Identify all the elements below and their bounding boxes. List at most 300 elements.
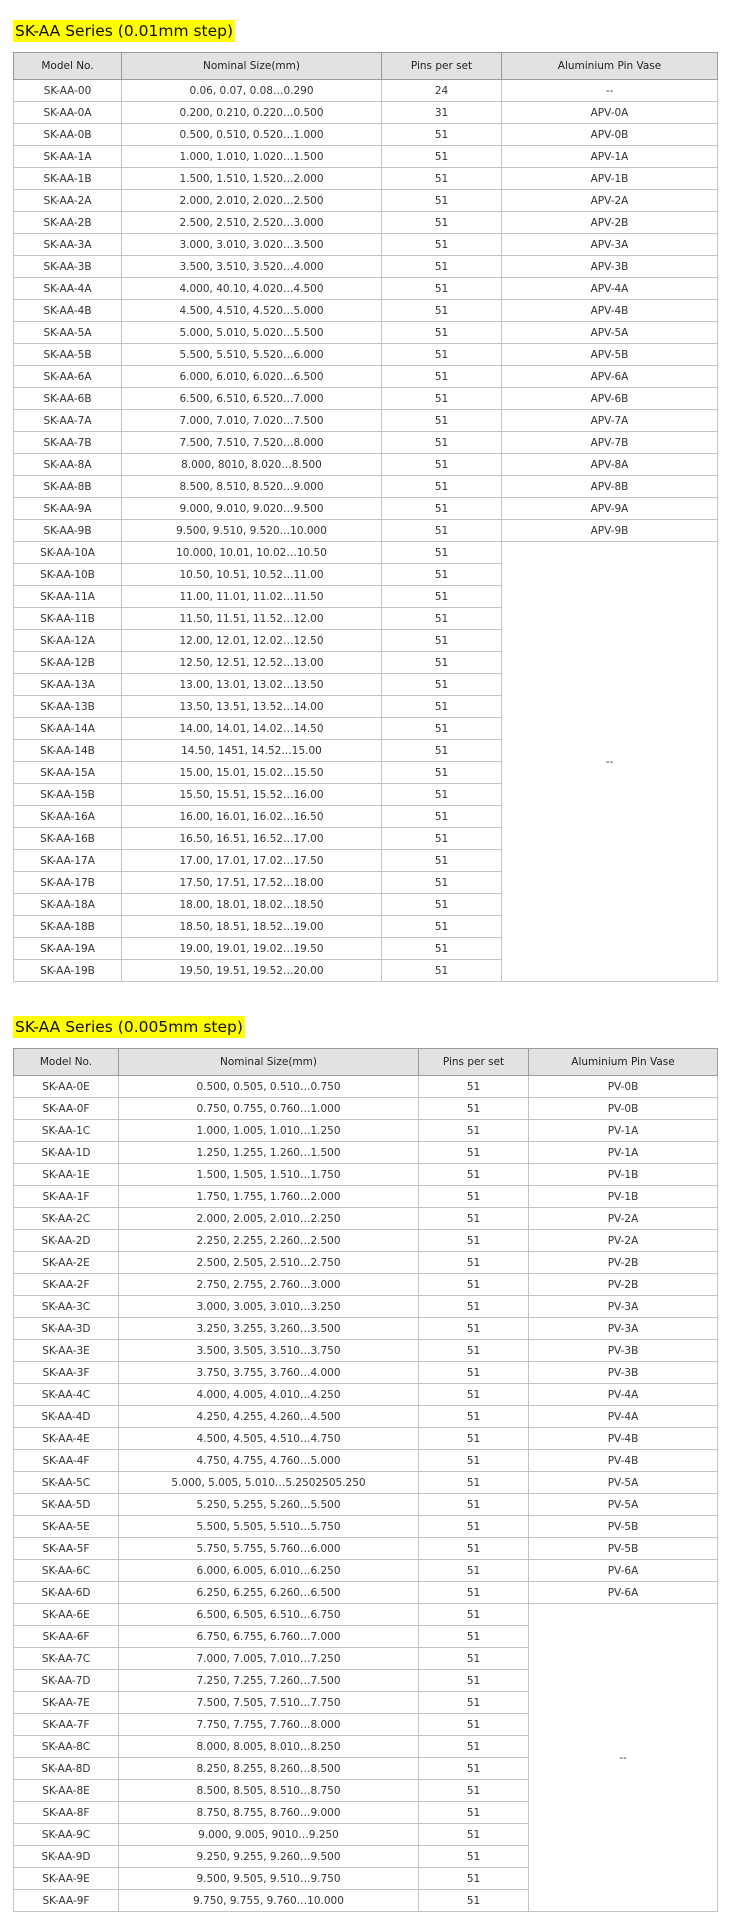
pin-vase-cell: APV-1A xyxy=(502,146,718,168)
model-no-cell: SK-AA-6A xyxy=(14,366,122,388)
pins-per-set-cell: 51 xyxy=(382,410,502,432)
nominal-size-cell: 7.500, 7.505, 7.510…7.750 xyxy=(119,1692,419,1714)
pins-per-set-cell: 51 xyxy=(419,1230,529,1252)
table-row xyxy=(14,498,718,520)
pin-vase-cell: APV-1B xyxy=(502,168,718,190)
pins-per-set-cell: 51 xyxy=(382,652,502,674)
nominal-size-cell: 7.000, 7.010, 7.020…7.500 xyxy=(122,410,382,432)
pins-per-set-cell: 51 xyxy=(382,256,502,278)
model-no-cell: SK-AA-5F xyxy=(14,1538,119,1560)
pin-vase-cell: APV-2A xyxy=(502,190,718,212)
model-no-cell: SK-AA-13A xyxy=(14,674,122,696)
pin-vase-cell: APV-7B xyxy=(502,432,718,454)
nominal-size-cell: 5.500, 5.505, 5.510…5.750 xyxy=(119,1516,419,1538)
pin-vase-cell: APV-9B xyxy=(502,520,718,542)
pins-per-set-cell: 51 xyxy=(382,344,502,366)
nominal-size-cell: 7.250, 7.255, 7.260…7.500 xyxy=(119,1670,419,1692)
nominal-size-cell: 3.500, 3.510, 3.520…4.000 xyxy=(122,256,382,278)
model-no-cell: SK-AA-8F xyxy=(14,1802,119,1824)
pins-per-set-cell: 51 xyxy=(419,1120,529,1142)
table-row xyxy=(14,454,718,476)
model-no-cell: SK-AA-11A xyxy=(14,586,122,608)
table-row xyxy=(14,1142,718,1164)
model-no-cell: SK-AA-3C xyxy=(14,1296,119,1318)
table-header-row xyxy=(14,1049,718,1076)
model-no-cell: SK-AA-1C xyxy=(14,1120,119,1142)
pin-vase-cell: APV-5B xyxy=(502,344,718,366)
pins-per-set-cell: 51 xyxy=(419,1142,529,1164)
table-row xyxy=(14,1472,718,1494)
pins-per-set-cell: 51 xyxy=(382,520,502,542)
nominal-size-cell: 6.250, 6.255, 6.260…6.500 xyxy=(119,1582,419,1604)
nominal-size-cell: 13.00, 13.01, 13.02…13.50 xyxy=(122,674,382,696)
nominal-size-cell: 3.000, 3.005, 3.010…3.250 xyxy=(119,1296,419,1318)
nominal-size-cell: 2.000, 2.005, 2.010…2.250 xyxy=(119,1208,419,1230)
pins-per-set-cell: 51 xyxy=(419,1560,529,1582)
pins-per-set-cell: 51 xyxy=(382,872,502,894)
pins-per-set-cell: 51 xyxy=(419,1076,529,1098)
pins-per-set-cell: 51 xyxy=(382,498,502,520)
nominal-size-cell: 14.00, 14.01, 14.02…14.50 xyxy=(122,718,382,740)
nominal-size-cell: 0.200, 0.210, 0.220…0.500 xyxy=(122,102,382,124)
pin-vase-cell: PV-3A xyxy=(529,1296,718,1318)
model-no-cell: SK-AA-9A xyxy=(14,498,122,520)
pin-vase-cell: PV-4B xyxy=(529,1450,718,1472)
pin-vase-cell: APV-6B xyxy=(502,388,718,410)
pins-per-set-cell: 51 xyxy=(419,1450,529,1472)
pin-vase-cell: PV-2A xyxy=(529,1230,718,1252)
table-row xyxy=(14,80,718,102)
header-pins-per-set: Pins per set xyxy=(419,1049,529,1076)
table-row xyxy=(14,102,718,124)
model-no-cell: SK-AA-8D xyxy=(14,1758,119,1780)
nominal-size-cell: 17.00, 17.01, 17.02…17.50 xyxy=(122,850,382,872)
model-no-cell: SK-AA-9B xyxy=(14,520,122,542)
pin-vase-cell: PV-5B xyxy=(529,1516,718,1538)
nominal-size-cell: 19.50, 19.51, 19.52…20.00 xyxy=(122,960,382,982)
pins-per-set-cell: 51 xyxy=(382,322,502,344)
nominal-size-cell: 4.000, 4.005, 4.010…4.250 xyxy=(119,1384,419,1406)
pin-vase-cell: PV-3B xyxy=(529,1340,718,1362)
model-no-cell: SK-AA-9D xyxy=(14,1846,119,1868)
header-model-no: Model No. xyxy=(14,53,122,80)
pins-per-set-cell: 51 xyxy=(419,1428,529,1450)
nominal-size-cell: 6.000, 6.005, 6.010…6.250 xyxy=(119,1560,419,1582)
model-no-cell: SK-AA-19A xyxy=(14,938,122,960)
pins-per-set-cell: 51 xyxy=(382,828,502,850)
model-no-cell: SK-AA-11B xyxy=(14,608,122,630)
model-no-cell: SK-AA-12A xyxy=(14,630,122,652)
model-no-cell: SK-AA-6B xyxy=(14,388,122,410)
nominal-size-cell: 9.250, 9.255, 9.260…9.500 xyxy=(119,1846,419,1868)
nominal-size-cell: 8.250, 8.255, 8.260…8.500 xyxy=(119,1758,419,1780)
pin-vase-cell: PV-5A xyxy=(529,1494,718,1516)
table-row xyxy=(14,1296,718,1318)
nominal-size-cell: 9.000, 9.005, 9010…9.250 xyxy=(119,1824,419,1846)
table-row xyxy=(14,1340,718,1362)
table-header-row xyxy=(14,53,718,80)
model-no-cell: SK-AA-3E xyxy=(14,1340,119,1362)
pins-per-set-cell: 51 xyxy=(419,1780,529,1802)
table-row xyxy=(14,190,718,212)
pins-per-set-cell: 51 xyxy=(382,586,502,608)
pins-per-set-cell: 51 xyxy=(382,784,502,806)
table-row xyxy=(14,168,718,190)
pin-vase-cell: PV-3B xyxy=(529,1362,718,1384)
model-no-cell: SK-AA-17A xyxy=(14,850,122,872)
pin-vase-cell: APV-9A xyxy=(502,498,718,520)
model-no-cell: SK-AA-14B xyxy=(14,740,122,762)
nominal-size-cell: 15.50, 15.51, 15.52…16.00 xyxy=(122,784,382,806)
nominal-size-cell: 4.250, 4.255, 4.260…4.500 xyxy=(119,1406,419,1428)
pin-vase-cell: APV-7A xyxy=(502,410,718,432)
pins-per-set-cell: 51 xyxy=(419,1252,529,1274)
pin-vase-cell: APV-4A xyxy=(502,278,718,300)
merged-vase-cell-0.005mm: -- xyxy=(529,1604,718,1912)
nominal-size-cell: 7.750, 7.755, 7.760…8.000 xyxy=(119,1714,419,1736)
nominal-size-cell: 0.500, 0.510, 0.520…1.000 xyxy=(122,124,382,146)
nominal-size-cell: 14.50, 1451, 14.52…15.00 xyxy=(122,740,382,762)
nominal-size-cell: 8.500, 8.510, 8.520…9.000 xyxy=(122,476,382,498)
model-no-cell: SK-AA-15A xyxy=(14,762,122,784)
model-no-cell: SK-AA-3A xyxy=(14,234,122,256)
model-no-cell: SK-AA-5B xyxy=(14,344,122,366)
nominal-size-cell: 12.00, 12.01, 12.02…12.50 xyxy=(122,630,382,652)
model-no-cell: SK-AA-0F xyxy=(14,1098,119,1120)
pins-per-set-cell: 51 xyxy=(419,1406,529,1428)
nominal-size-cell: 9.500, 9.505, 9.510…9.750 xyxy=(119,1868,419,1890)
pins-per-set-cell: 51 xyxy=(419,1516,529,1538)
pins-per-set-cell: 51 xyxy=(419,1582,529,1604)
pins-per-set-cell: 51 xyxy=(382,608,502,630)
pins-per-set-cell: 51 xyxy=(419,1692,529,1714)
pin-vase-cell: PV-1A xyxy=(529,1142,718,1164)
table-row xyxy=(14,542,718,564)
model-no-cell: SK-AA-1D xyxy=(14,1142,119,1164)
nominal-size-cell: 4.000, 40.10, 4.020…4.500 xyxy=(122,278,382,300)
nominal-size-cell: 7.500, 7.510, 7.520…8.000 xyxy=(122,432,382,454)
model-no-cell: SK-AA-1B xyxy=(14,168,122,190)
nominal-size-cell: 15.00, 15.01, 15.02…15.50 xyxy=(122,762,382,784)
pin-vase-cell: PV-2B xyxy=(529,1274,718,1296)
nominal-size-cell: 8.000, 8010, 8.020…8.500 xyxy=(122,454,382,476)
nominal-size-cell: 3.250, 3.255, 3.260…3.500 xyxy=(119,1318,419,1340)
model-no-cell: SK-AA-16B xyxy=(14,828,122,850)
nominal-size-cell: 7.000, 7.005, 7.010…7.250 xyxy=(119,1648,419,1670)
pins-per-set-cell: 51 xyxy=(382,476,502,498)
table-row xyxy=(14,432,718,454)
nominal-size-cell: 1.750, 1.755, 1.760…2.000 xyxy=(119,1186,419,1208)
pin-vase-cell: PV-4B xyxy=(529,1428,718,1450)
pin-vase-cell: PV-4A xyxy=(529,1384,718,1406)
model-no-cell: SK-AA-14A xyxy=(14,718,122,740)
nominal-size-cell: 18.00, 18.01, 18.02…18.50 xyxy=(122,894,382,916)
table-row xyxy=(14,1252,718,1274)
model-no-cell: SK-AA-5C xyxy=(14,1472,119,1494)
pins-per-set-cell: 51 xyxy=(382,960,502,982)
table-row xyxy=(14,1450,718,1472)
model-no-cell: SK-AA-2E xyxy=(14,1252,119,1274)
pins-per-set-cell: 51 xyxy=(382,278,502,300)
nominal-size-cell: 5.000, 5.010, 5.020…5.500 xyxy=(122,322,382,344)
pins-per-set-cell: 51 xyxy=(419,1802,529,1824)
pins-per-set-cell: 51 xyxy=(419,1296,529,1318)
header-model-no: Model No. xyxy=(14,1049,119,1076)
nominal-size-cell: 9.000, 9.010, 9.020…9.500 xyxy=(122,498,382,520)
nominal-size-cell: 1.000, 1.010, 1.020…1.500 xyxy=(122,146,382,168)
pin-vase-cell: APV-0A xyxy=(502,102,718,124)
table-row xyxy=(14,388,718,410)
pins-per-set-cell: 51 xyxy=(382,366,502,388)
nominal-size-cell: 1.250, 1.255, 1.260…1.500 xyxy=(119,1142,419,1164)
pins-per-set-cell: 51 xyxy=(419,1626,529,1648)
table-row xyxy=(14,1516,718,1538)
nominal-size-cell: 2.250, 2.255, 2.260…2.500 xyxy=(119,1230,419,1252)
nominal-size-cell: 8.000, 8.005, 8.010…8.250 xyxy=(119,1736,419,1758)
model-no-cell: SK-AA-18A xyxy=(14,894,122,916)
pins-per-set-cell: 51 xyxy=(382,124,502,146)
model-no-cell: SK-AA-7A xyxy=(14,410,122,432)
pins-per-set-cell: 51 xyxy=(419,1824,529,1846)
pin-vase-cell: APV-2B xyxy=(502,212,718,234)
model-no-cell: SK-AA-13B xyxy=(14,696,122,718)
pins-per-set-cell: 51 xyxy=(382,432,502,454)
pins-per-set-cell: 51 xyxy=(419,1274,529,1296)
table-row xyxy=(14,322,718,344)
model-no-cell: SK-AA-0A xyxy=(14,102,122,124)
nominal-size-cell: 1.000, 1.005, 1.010…1.250 xyxy=(119,1120,419,1142)
pins-per-set-cell: 51 xyxy=(382,630,502,652)
pins-per-set-cell: 51 xyxy=(382,564,502,586)
pin-vase-cell: APV-6A xyxy=(502,366,718,388)
pins-per-set-cell: 51 xyxy=(382,806,502,828)
model-no-cell: SK-AA-4C xyxy=(14,1384,119,1406)
pins-per-set-cell: 51 xyxy=(419,1714,529,1736)
table-row xyxy=(14,278,718,300)
pins-per-set-cell: 51 xyxy=(382,542,502,564)
table-row xyxy=(14,1076,718,1098)
model-no-cell: SK-AA-2C xyxy=(14,1208,119,1230)
nominal-size-cell: 1.500, 1.510, 1.520…2.000 xyxy=(122,168,382,190)
pin-vase-cell: PV-4A xyxy=(529,1406,718,1428)
nominal-size-cell: 3.000, 3.010, 3.020…3.500 xyxy=(122,234,382,256)
pins-per-set-cell: 51 xyxy=(382,190,502,212)
nominal-size-cell: 5.000, 5.005, 5.010…5.2502505.250 xyxy=(119,1472,419,1494)
model-no-cell: SK-AA-2B xyxy=(14,212,122,234)
pins-per-set-cell: 51 xyxy=(382,938,502,960)
pin-vase-cell: APV-0B xyxy=(502,124,718,146)
pin-vase-cell: PV-6A xyxy=(529,1560,718,1582)
model-no-cell: SK-AA-00 xyxy=(14,80,122,102)
model-no-cell: SK-AA-7E xyxy=(14,1692,119,1714)
pins-per-set-cell: 51 xyxy=(419,1384,529,1406)
model-no-cell: SK-AA-2F xyxy=(14,1274,119,1296)
model-no-cell: SK-AA-9C xyxy=(14,1824,119,1846)
model-no-cell: SK-AA-9E xyxy=(14,1868,119,1890)
nominal-size-cell: 10.50, 10.51, 10.52…11.00 xyxy=(122,564,382,586)
section-title-0.01mm: SK-AA Series (0.01mm step) xyxy=(15,22,234,40)
pin-vase-cell: PV-6A xyxy=(529,1582,718,1604)
pins-per-set-cell: 51 xyxy=(419,1164,529,1186)
nominal-size-cell: 5.500, 5.510, 5.520…6.000 xyxy=(122,344,382,366)
nominal-size-cell: 19.00, 19.01, 19.02…19.50 xyxy=(122,938,382,960)
pins-per-set-cell: 51 xyxy=(382,894,502,916)
pin-vase-cell: APV-4B xyxy=(502,300,718,322)
model-no-cell: SK-AA-7F xyxy=(14,1714,119,1736)
table-row xyxy=(14,146,718,168)
nominal-size-cell: 2.750, 2.755, 2.760…3.000 xyxy=(119,1274,419,1296)
header-pin-vase: Aluminium Pin Vase xyxy=(529,1049,718,1076)
nominal-size-cell: 3.750, 3.755, 3.760…4.000 xyxy=(119,1362,419,1384)
header-pin-vase: Aluminium Pin Vase xyxy=(502,53,718,80)
pins-per-set-cell: 51 xyxy=(382,718,502,740)
table-row xyxy=(14,1318,718,1340)
model-no-cell: SK-AA-6E xyxy=(14,1604,119,1626)
model-no-cell: SK-AA-9F xyxy=(14,1890,119,1912)
nominal-size-cell: 16.50, 16.51, 16.52…17.00 xyxy=(122,828,382,850)
nominal-size-cell: 2.000, 2.010, 2.020…2.500 xyxy=(122,190,382,212)
table-row xyxy=(14,1406,718,1428)
spec-table-0.01mm xyxy=(13,52,718,982)
header-nominal-size: Nominal Size(mm) xyxy=(119,1049,419,1076)
model-no-cell: SK-AA-1E xyxy=(14,1164,119,1186)
pins-per-set-cell: 51 xyxy=(419,1648,529,1670)
section-title-0.005mm: SK-AA Series (0.005mm step) xyxy=(15,1018,243,1036)
model-no-cell: SK-AA-19B xyxy=(14,960,122,982)
pin-vase-cell: PV-5B xyxy=(529,1538,718,1560)
nominal-size-cell: 5.750, 5.755, 5.760…6.000 xyxy=(119,1538,419,1560)
model-no-cell: SK-AA-1A xyxy=(14,146,122,168)
pins-per-set-cell: 51 xyxy=(382,168,502,190)
nominal-size-cell: 2.500, 2.510, 2.520…3.000 xyxy=(122,212,382,234)
model-no-cell: SK-AA-6D xyxy=(14,1582,119,1604)
nominal-size-cell: 6.750, 6.755, 6.760…7.000 xyxy=(119,1626,419,1648)
pins-per-set-cell: 51 xyxy=(382,454,502,476)
table-row xyxy=(14,366,718,388)
pins-per-set-cell: 51 xyxy=(382,696,502,718)
nominal-size-cell: 4.500, 4.510, 4.520…5.000 xyxy=(122,300,382,322)
model-no-cell: SK-AA-12B xyxy=(14,652,122,674)
nominal-size-cell: 11.50, 11.51, 11.52…12.00 xyxy=(122,608,382,630)
table-row xyxy=(14,1230,718,1252)
pins-per-set-cell: 51 xyxy=(382,850,502,872)
pin-vase-cell: APV-8B xyxy=(502,476,718,498)
table-row xyxy=(14,300,718,322)
pin-vase-cell: PV-1B xyxy=(529,1164,718,1186)
spec-table-0.005mm xyxy=(13,1048,718,1912)
pin-vase-cell: -- xyxy=(502,80,718,102)
model-no-cell: SK-AA-10A xyxy=(14,542,122,564)
table-row xyxy=(14,1208,718,1230)
nominal-size-cell: 10.000, 10.01, 10.02…10.50 xyxy=(122,542,382,564)
pins-per-set-cell: 51 xyxy=(419,1868,529,1890)
pins-per-set-cell: 51 xyxy=(382,674,502,696)
pin-vase-cell: PV-5A xyxy=(529,1472,718,1494)
table-row xyxy=(14,1120,718,1142)
model-no-cell: SK-AA-6F xyxy=(14,1626,119,1648)
nominal-size-cell: 2.500, 2.505, 2.510…2.750 xyxy=(119,1252,419,1274)
model-no-cell: SK-AA-4E xyxy=(14,1428,119,1450)
table-row xyxy=(14,1164,718,1186)
nominal-size-cell: 3.500, 3.505, 3.510…3.750 xyxy=(119,1340,419,1362)
model-no-cell: SK-AA-8C xyxy=(14,1736,119,1758)
model-no-cell: SK-AA-17B xyxy=(14,872,122,894)
pin-vase-cell: PV-2A xyxy=(529,1208,718,1230)
pins-per-set-cell: 51 xyxy=(382,212,502,234)
nominal-size-cell: 0.06, 0.07, 0.08…0.290 xyxy=(122,80,382,102)
pin-vase-cell: PV-2B xyxy=(529,1252,718,1274)
model-no-cell: SK-AA-4B xyxy=(14,300,122,322)
nominal-size-cell: 4.750, 4.755, 4.760…5.000 xyxy=(119,1450,419,1472)
model-no-cell: SK-AA-4D xyxy=(14,1406,119,1428)
model-no-cell: SK-AA-18B xyxy=(14,916,122,938)
header-nominal-size: Nominal Size(mm) xyxy=(122,53,382,80)
model-no-cell: SK-AA-8A xyxy=(14,454,122,476)
table-row xyxy=(14,1494,718,1516)
model-no-cell: SK-AA-8E xyxy=(14,1780,119,1802)
table-row xyxy=(14,1560,718,1582)
model-no-cell: SK-AA-3D xyxy=(14,1318,119,1340)
table-row xyxy=(14,1582,718,1604)
table-row xyxy=(14,476,718,498)
pins-per-set-cell: 31 xyxy=(382,102,502,124)
merged-vase-cell-0.01mm: -- xyxy=(502,542,718,982)
nominal-size-cell: 6.500, 6.505, 6.510…6.750 xyxy=(119,1604,419,1626)
pins-per-set-cell: 51 xyxy=(419,1890,529,1912)
pin-vase-cell: APV-3B xyxy=(502,256,718,278)
model-no-cell: SK-AA-3B xyxy=(14,256,122,278)
nominal-size-cell: 1.500, 1.505, 1.510…1.750 xyxy=(119,1164,419,1186)
model-no-cell: SK-AA-6C xyxy=(14,1560,119,1582)
pin-vase-cell: APV-5A xyxy=(502,322,718,344)
model-no-cell: SK-AA-0B xyxy=(14,124,122,146)
pins-per-set-cell: 51 xyxy=(419,1604,529,1626)
model-no-cell: SK-AA-2A xyxy=(14,190,122,212)
nominal-size-cell: 13.50, 13.51, 13.52…14.00 xyxy=(122,696,382,718)
pins-per-set-cell: 24 xyxy=(382,80,502,102)
nominal-size-cell: 11.00, 11.01, 11.02…11.50 xyxy=(122,586,382,608)
nominal-size-cell: 5.250, 5.255, 5.260…5.500 xyxy=(119,1494,419,1516)
nominal-size-cell: 0.500, 0.505, 0.510…0.750 xyxy=(119,1076,419,1098)
table-row xyxy=(14,1384,718,1406)
pin-vase-cell: PV-1A xyxy=(529,1120,718,1142)
nominal-size-cell: 9.750, 9.755, 9.760…10.000 xyxy=(119,1890,419,1912)
table-row xyxy=(14,520,718,542)
nominal-size-cell: 9.500, 9.510, 9.520…10.000 xyxy=(122,520,382,542)
table-row xyxy=(14,1538,718,1560)
pins-per-set-cell: 51 xyxy=(382,916,502,938)
model-no-cell: SK-AA-8B xyxy=(14,476,122,498)
pin-vase-cell: PV-0B xyxy=(529,1076,718,1098)
pins-per-set-cell: 51 xyxy=(382,388,502,410)
model-no-cell: SK-AA-15B xyxy=(14,784,122,806)
table-row xyxy=(14,1428,718,1450)
model-no-cell: SK-AA-5A xyxy=(14,322,122,344)
model-no-cell: SK-AA-10B xyxy=(14,564,122,586)
nominal-size-cell: 16.00, 16.01, 16.02…16.50 xyxy=(122,806,382,828)
nominal-size-cell: 6.500, 6.510, 6.520…7.000 xyxy=(122,388,382,410)
table-row xyxy=(14,410,718,432)
pin-vase-cell: PV-3A xyxy=(529,1318,718,1340)
model-no-cell: SK-AA-7C xyxy=(14,1648,119,1670)
model-no-cell: SK-AA-4F xyxy=(14,1450,119,1472)
pins-per-set-cell: 51 xyxy=(382,740,502,762)
model-no-cell: SK-AA-7D xyxy=(14,1670,119,1692)
pins-per-set-cell: 51 xyxy=(419,1208,529,1230)
pins-per-set-cell: 51 xyxy=(419,1098,529,1120)
pins-per-set-cell: 51 xyxy=(419,1362,529,1384)
pins-per-set-cell: 51 xyxy=(382,762,502,784)
